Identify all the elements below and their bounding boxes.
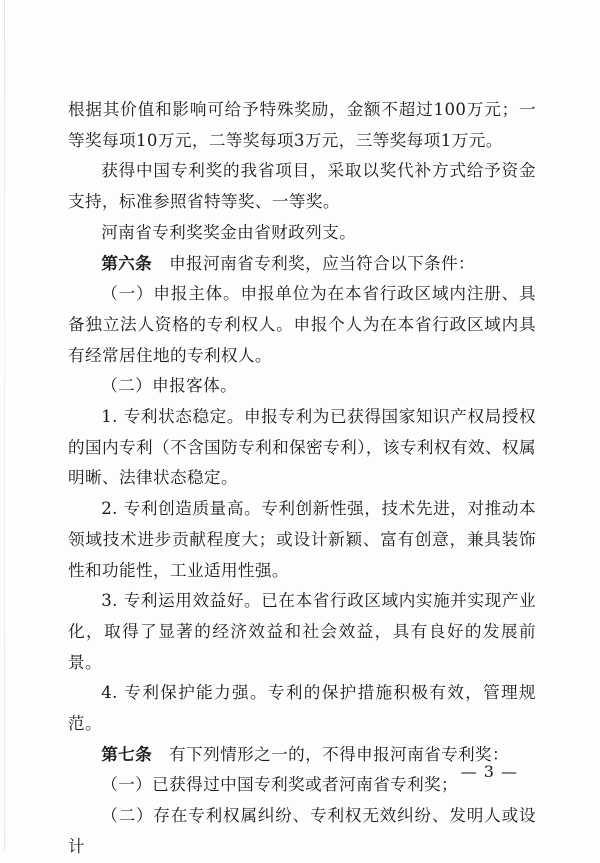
article-7-paragraph: 第七条 有下列情形之一的，不得申报河南省专利奖：: [101, 744, 510, 764]
paragraph-10: 4. 专利保护能力强。专利的保护措施积极有效，管理规范。: [68, 683, 536, 734]
article-7-heading: 第七条: [101, 744, 153, 764]
paragraph-2: 获得中国专利奖的我省项目，采取以奖代补方式给予资金支持，标准参照省特等奖、一等奖。: [68, 161, 536, 212]
paragraph-13: （二）存在专利权属纠纷、专利权无效纠纷、发明人或设计: [68, 806, 536, 856]
scan-edge-line: [4, 0, 5, 851]
article-6-heading: 第六条: [101, 253, 153, 273]
paragraph-8: 2. 专利创造质量高。专利创新性强，技术先进，对推动本领域技术进步贡献程度大；或设计新颖、富有创意，兼具装饰性和功能性，工业适用性强。: [68, 499, 536, 580]
paragraph-7: 1. 专利状态稳定。申报专利为已获得国家知识产权局授权的国内专利（不含国防专利和保密专利），该专利权有效、权属明晰、法律状态稳定。: [68, 407, 536, 488]
paragraph-5: （一）申报主体。申报单位为在本省行政区域内注册、具备独立法人资格的专利权人。申报个人为在本省行政区域内具有经常居住地的专利权人。: [68, 284, 536, 365]
paragraph-1: 根据其价值和影响可给予特殊奖励，金额不超过100万元；一等奖每项10万元，二等奖每项3万元，三等奖每项1万元。: [68, 100, 536, 150]
page-number: — 3 —: [460, 762, 518, 781]
document-body: [68, 95, 536, 863]
paragraph-6: （二）申报客体。: [101, 376, 238, 396]
paragraph-3: 河南省专利奖奖金由省财政列支。: [101, 222, 357, 242]
article-6-paragraph: 第六条 申报河南省专利奖，应当符合以下条件：: [101, 253, 476, 273]
paragraph-9: 3. 专利运用效益好。已在本省行政区域内实施并实现产业化，取得了显著的经济效益和社会效益，具有良好的发展前景。: [68, 591, 536, 672]
paragraph-12: （一）已获得过中国专利奖或者河南省专利奖；: [101, 775, 459, 795]
